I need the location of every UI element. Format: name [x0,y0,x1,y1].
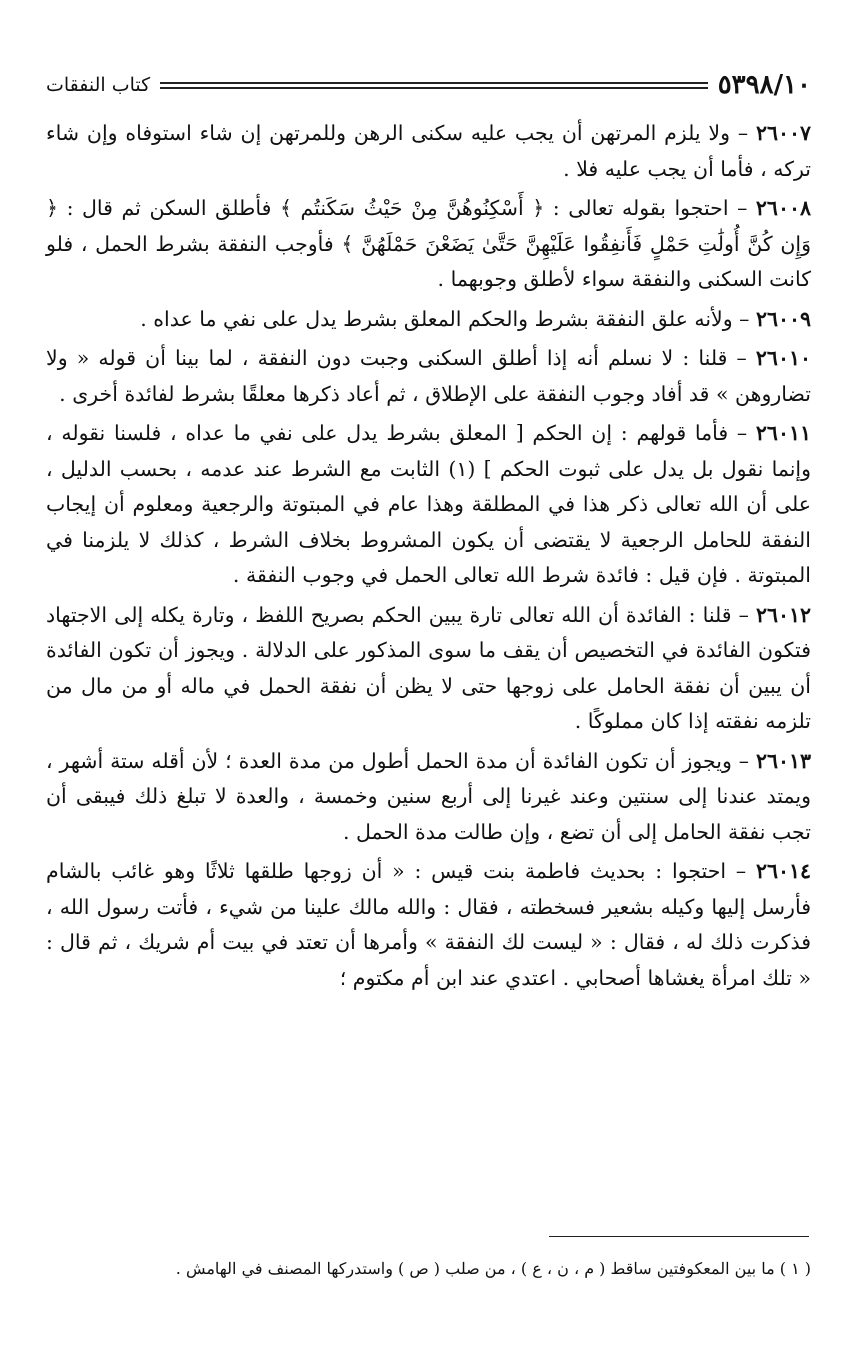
paragraph-text: – احتجوا : بحديث فاطمة بنت قيس : « أن زوجها طلقها ثلاثًا وهو غائب بالشام فأرسل إليها وكيله بشعير فسخطته ، فقال : والله مالك علينا من شيء ، فأتت رسول الله ، فذكرت ذلك له ، فقال : « ليست لك النفقة » وأمرها أن تعتد في بيت أم شريك ، ثم قال : « تلك امرأة يغشاها أصحابي . اعتدي عند ابن أم مكتوم ؛ [46,859,811,990]
paragraph-text: – ولأنه علق النفقة بشرط والحكم المعلق بشرط يدل على نفي ما عداه . [140,306,750,331]
paragraph [46,416,811,594]
paragraph-text: – قلنا : لا نسلم أنه إذا أطلق السكنى وجبت دون النفقة ، لما بينا أن قوله « ولا تضاروهن » قد أفاد وجوب النفقة على الإطلاق ، ثم أعاد ذكرها معلقًا بشرط لفائدة أخرى . [46,346,811,406]
page-number: ٥٣٩٨/١٠ [717,70,811,100]
paragraph-text: – احتجوا بقوله تعالى : ﴿ أَسْكِنُوهُنَّ مِنْ حَيْثُ سَكَنتُم ﴾ فأطلق السكن ثم قال : ﴿ وَإِن كُنَّ أُولَٰتِ حَمْلٍ فَأَنفِقُوا عَلَيْهِنَّ حَتَّىٰ يَضَعْنَ حَمْلَهُنَّ ﴾ فأوجب النفقة بشرط الحمل ، فلو كانت السكنى والنفقة سواء لأطلق وجوبهما . [46,196,811,291]
book-title: كتاب النفقات [46,74,151,96]
paragraph [46,116,811,187]
paragraph-number: ٢٦٠١٣ [755,748,811,773]
paragraph [46,191,811,298]
paragraph-number: ٢٦٠١٠ [755,346,811,370]
paragraph [46,598,811,740]
paragraph-text: – قلنا : الفائدة أن الله تعالى تارة يبين الحكم بصريح اللفظ ، وتارة يكله إلى الاجتهاد فتكون الفائدة في التخصيص أن يقف ما سوى المذكور على الدلالة . ويجوز أن تكون الفائدة أن يبين أن نفقة الحامل على زوجها حتى لا يظن أن نفقة الحمل في ماله أو من مال من تلزمه نفقته إذا كان مملوكًا . [46,602,811,733]
paragraph [46,341,811,412]
paragraph-number: ٢٦٠١٢ [755,602,811,627]
paragraph-text: – ويجوز أن تكون الفائدة أن مدة الحمل أطول من مدة العدة ؛ لأن أقله ستة أشهر ، ويمتد عندنا إلى سنتين وعند غيرنا إلى أربع سنين وخمسة ، والعدة لا تبلغ ذلك فيبقى أن تجب نفقة الحامل إلى أن تضع ، وإن طالت مدة الحمل . [46,748,811,844]
footnote: ( ١ ) ما بين المعكوفتين ساقط ( م ، ن ، ع ) ، من صلب ( ص ) واستدركها المصنف في الهامش . [175,1259,811,1278]
body-text [46,116,811,1000]
paragraph-text: – ولا يلزم المرتهن أن يجب عليه سكنى الرهن وللمرتهن إن شاء استوفاه وإن شاء تركه ، فأما أن يجب عليه فلا . [46,121,811,181]
paragraph [46,744,811,851]
paragraph-number: ٢٦٠٠٩ [755,306,811,331]
paragraph-number: ٢٦٠٠٨ [755,196,811,220]
paragraph-number: ٢٦٠٠٧ [755,121,811,145]
paragraph-text: – فأما قولهم : إن الحكم [ المعلق بشرط يدل على نفي ما عداه ، فلسنا نقوله ، وإنما نقول بل يدل على ثبوت الحكم ] (١) الثابت مع الشرط عند عدمه ، بحسب الدليل ، على أن الله تعالى ذكر هذا في المطلقة وهذا عام في المبتوتة والرجعية ومعلوم أن إيجاب النفقة للحامل الرجعية لا يقتضى أن يكون المشروط بخلاف الشرط ، كذلك لا يلزمنا في المبتوتة . فإن قيل : فائدة شرط الله تعالى الحمل في وجوب النفقة . [46,421,811,587]
paragraph [46,302,811,338]
paragraph-number: ٢٦٠١٤ [755,859,811,883]
paragraph-number: ٢٦٠١١ [755,421,811,445]
header-rule [160,82,708,89]
footnote-divider [549,1236,809,1237]
paragraph [46,854,811,996]
page-header [46,62,811,108]
